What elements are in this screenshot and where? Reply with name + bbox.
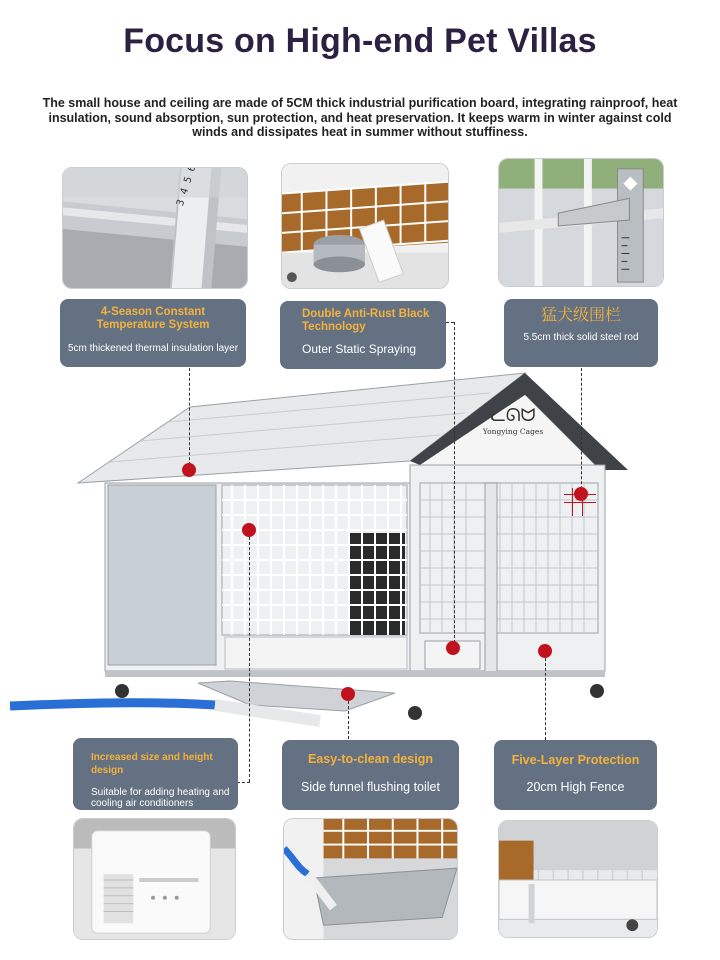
cat-emblem-icon: ᓚᘏᗢ	[490, 405, 536, 426]
marker-size-height	[242, 523, 256, 537]
feature-subtitle: Side funnel flushing toilet	[301, 780, 440, 794]
marker-anti-rust	[446, 641, 460, 655]
feature-title: Easy-to-clean design	[307, 752, 434, 766]
leader-line-steel-fence	[581, 368, 582, 494]
feature-title: 猛犬级围栏	[540, 305, 621, 324]
marker-easy-clean	[341, 687, 355, 701]
feature-subtitle: Outer Static Spraying	[302, 342, 417, 356]
leader-line-temperature	[189, 368, 190, 470]
feature-title: Increased size and height design	[91, 752, 213, 776]
leader-line-easy-clean	[348, 701, 349, 739]
page-title: Focus on High-end Pet Villas	[123, 22, 597, 60]
feature-card-easy-clean	[282, 740, 459, 810]
photo-air-conditioner	[73, 818, 236, 940]
photo-high-fence	[498, 820, 658, 938]
photo-feeding-bowl	[281, 163, 449, 289]
pet-villa-illustration	[0, 365, 720, 735]
photo-insulation-board	[62, 167, 248, 289]
brand-logo	[478, 405, 548, 436]
intro-text: The small house and ceiling are made of 5CM thick industrial purification board, integrating rainproof, heat insulation, sound absorption, sun protection, and heat preservation. It keeps warm in winter against cold winds and dissipates heat in summer without stuffiness.	[42, 96, 678, 139]
feature-title: Double Anti-Rust Black Technology	[302, 308, 430, 333]
leader-line-anti-rust-h	[446, 322, 454, 323]
feature-card-size-height	[73, 738, 238, 810]
marker-temperature	[182, 463, 196, 477]
photo-funnel-toilet	[283, 818, 458, 940]
marker-five-layer	[538, 644, 552, 658]
leader-line-size-height	[249, 537, 250, 782]
feature-card-anti-rust	[280, 301, 446, 369]
feature-subtitle: 20cm High Fence	[526, 780, 625, 794]
feature-card-steel-fence	[504, 299, 658, 367]
brand-name: Yongying Cages	[482, 427, 544, 436]
crosshair-icon	[560, 488, 600, 516]
feature-subtitle: 5.5cm thick solid steel rod	[523, 332, 639, 343]
feature-title: Five-Layer Protection	[511, 753, 640, 767]
feature-subtitle: Suitable for adding heating and cooling air conditioners	[91, 787, 230, 809]
leader-line-anti-rust	[454, 322, 455, 648]
feature-card-temperature	[60, 299, 246, 367]
leader-line-size-height-h	[237, 782, 250, 783]
leader-line-five-layer	[545, 658, 546, 740]
feature-card-five-layer	[494, 740, 657, 810]
feature-subtitle: 5cm thickened thermal insulation layer	[67, 343, 239, 354]
photo-caliper-measure	[498, 158, 664, 287]
feature-title: 4-Season Constant Temperature System	[96, 306, 210, 331]
